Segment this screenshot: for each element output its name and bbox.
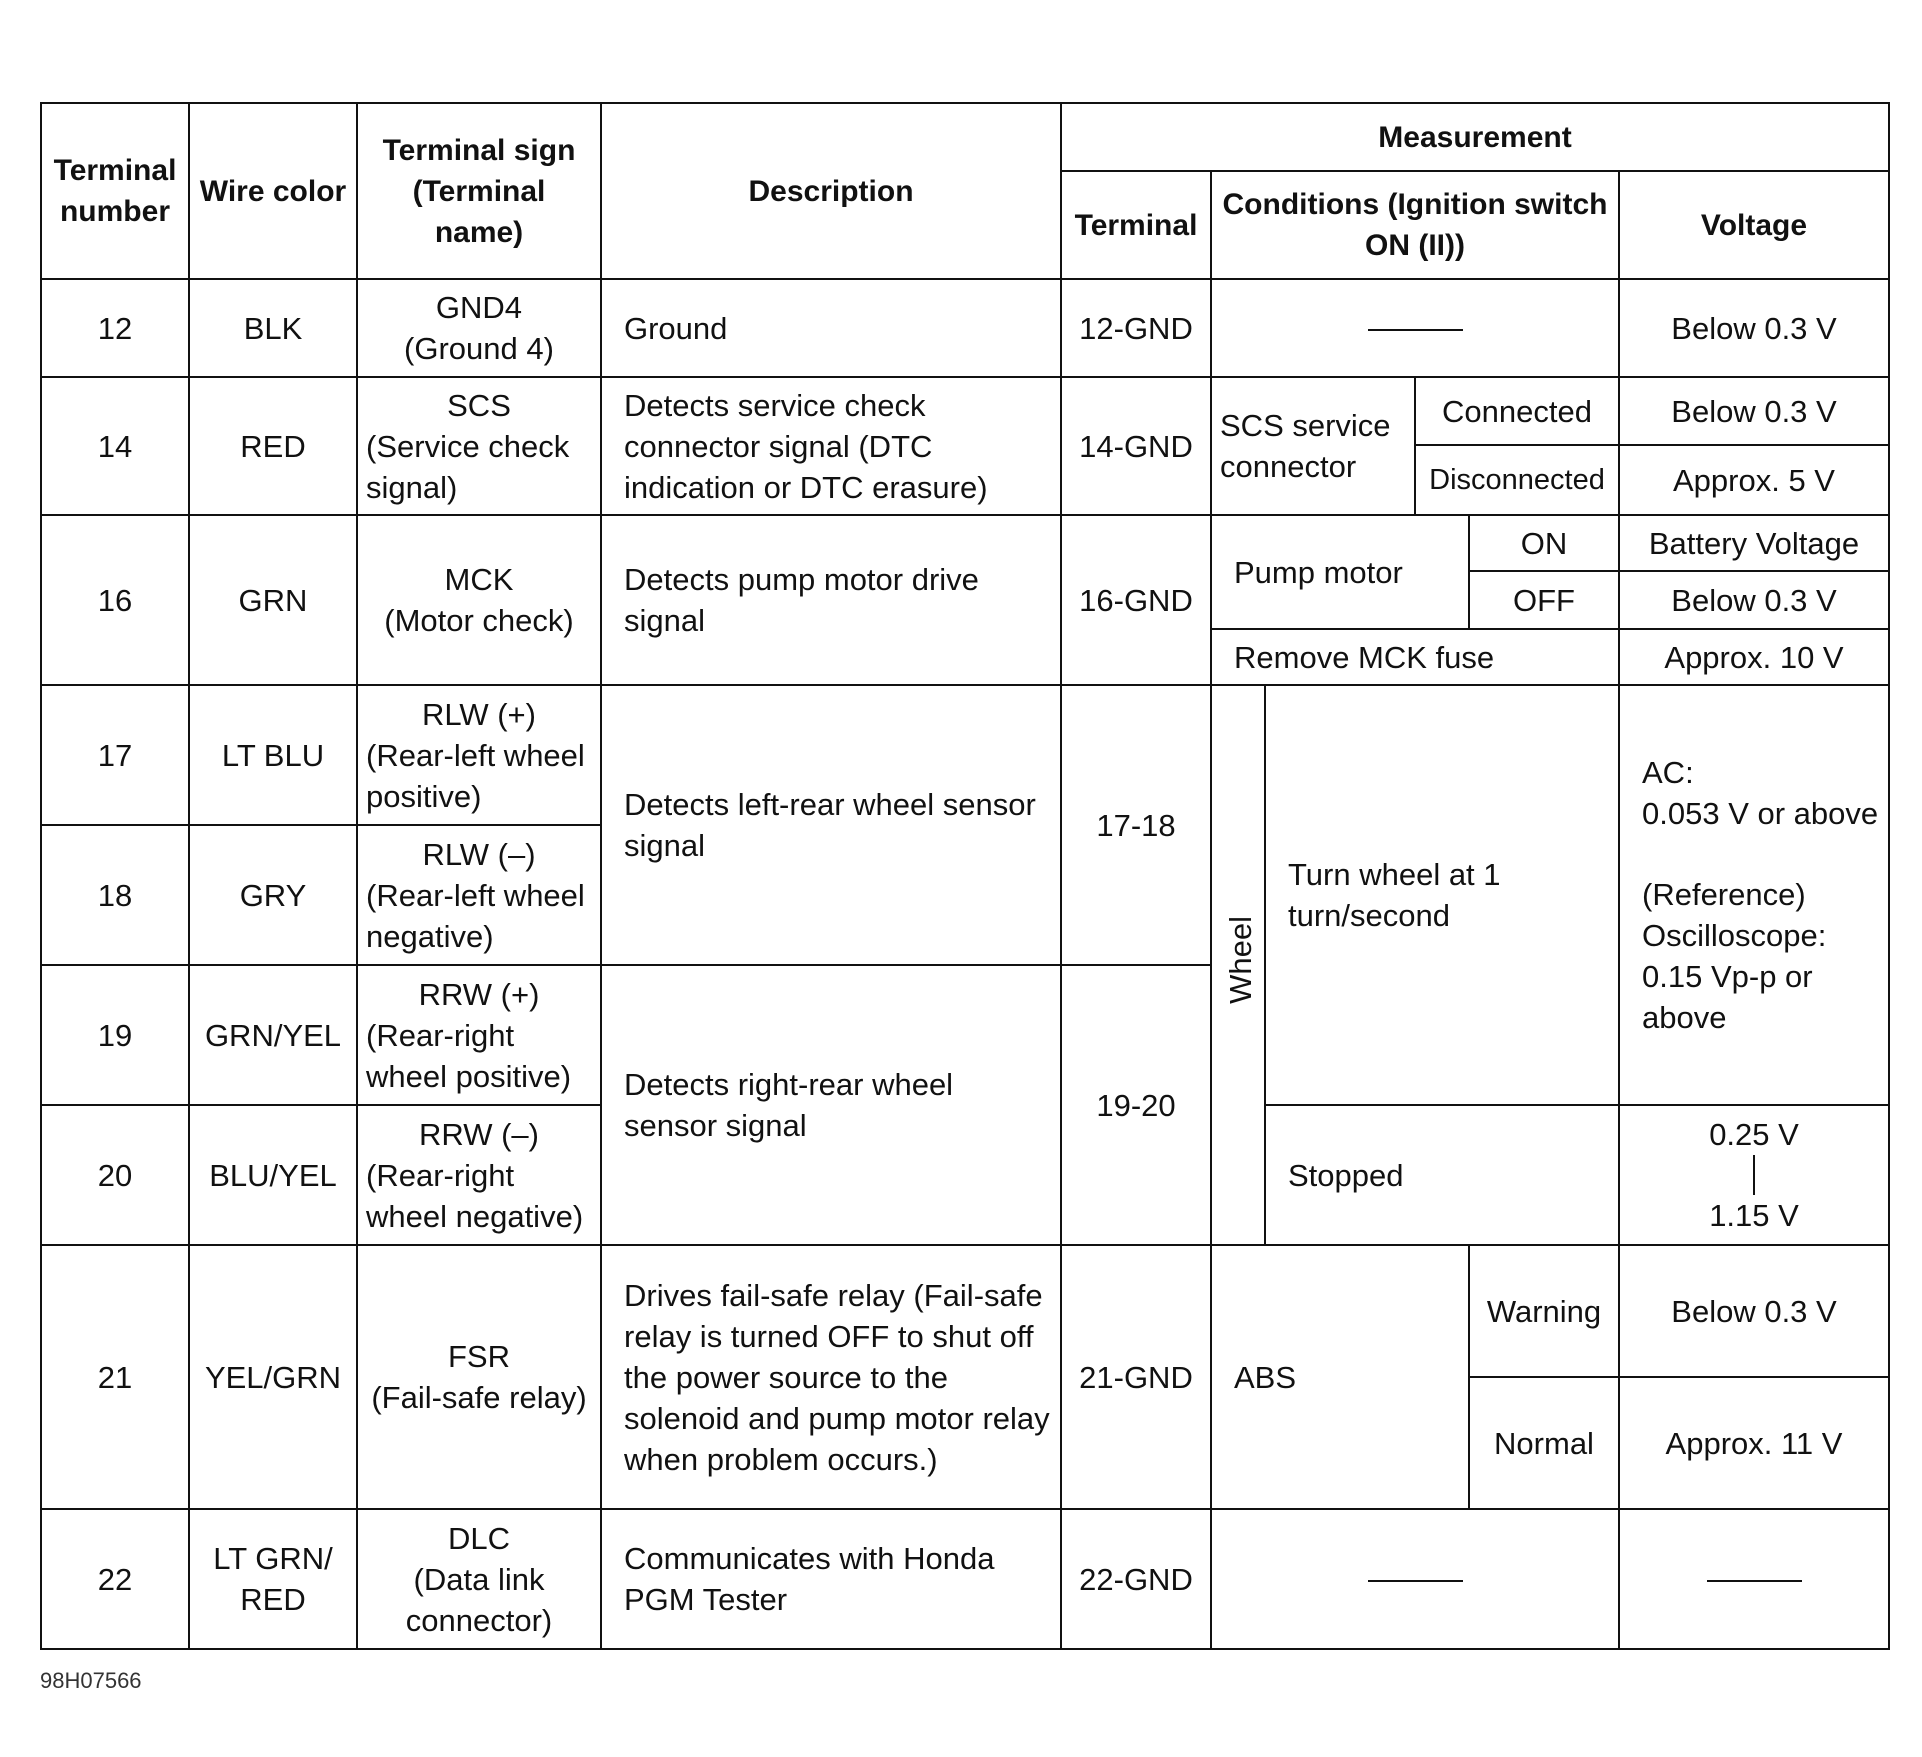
cell-terminal-sign (357, 515, 601, 685)
ref-label: (Reference) (1642, 877, 1806, 912)
figure-code: 98H07566 (40, 1668, 142, 1693)
cell-m-terminal: 17-18 (1061, 685, 1211, 965)
cell-m-terminal: 22-GND (1061, 1509, 1211, 1649)
cell-voltage: Approx. 5 V (1619, 445, 1889, 515)
header-voltage: Voltage (1619, 171, 1889, 279)
dash-mark (1368, 329, 1463, 331)
osc-label: Oscilloscope: (1642, 918, 1827, 953)
cell-number: 21 (41, 1245, 189, 1509)
wheel-label: Wheel (1223, 916, 1258, 1004)
cell-conditions-empty (1211, 1509, 1619, 1649)
stop-value-min: 0.25 V (1709, 1117, 1799, 1152)
cell-voltage: Below 0.3 V (1619, 377, 1889, 445)
ac-label: AC: (1642, 755, 1694, 790)
cell-wire-color: LT BLU (189, 685, 357, 825)
cell-condition: Pump motor (1211, 515, 1469, 629)
cell-sub-condition: Warning (1469, 1245, 1619, 1377)
cell-voltage (1619, 1105, 1889, 1245)
dash-mark (1368, 1580, 1463, 1582)
sign: MCK (444, 562, 514, 597)
cell-wheel-label (1211, 685, 1265, 1245)
osc-value: 0.15 Vp-p or above (1642, 959, 1813, 1035)
sign-name: (Rear-left wheel positive) (366, 737, 585, 814)
cell-wire-color: LT GRN/ RED (189, 1509, 357, 1649)
sign-name: (Rear-left wheel negative) (366, 877, 585, 954)
header-terminal-sign: Terminal sign (Terminal name) (357, 103, 601, 279)
cell-voltage (1619, 685, 1889, 1105)
cell-voltage-empty (1619, 1509, 1889, 1649)
cell-terminal-sign (357, 825, 601, 965)
sign: RRW (–) (419, 1116, 539, 1152)
cell-description: Detects right-rear wheel sensor signal (601, 965, 1061, 1245)
cell-wire-color: RED (189, 377, 357, 515)
header-description: Description (601, 103, 1061, 279)
cell-number: 12 (41, 279, 189, 377)
cell-terminal-sign (357, 1509, 601, 1649)
cell-number: 17 (41, 685, 189, 825)
cell-condition: SCS service connector (1211, 377, 1415, 515)
cell-voltage: Battery Voltage (1619, 515, 1889, 571)
cell-condition: Stopped (1265, 1105, 1619, 1245)
cell-terminal-sign (357, 279, 601, 377)
header-conditions: Conditions (Ignition switch ON (II)) (1211, 171, 1619, 279)
sign: SCS (447, 387, 511, 423)
cell-description: Ground (601, 279, 1061, 377)
sign: FSR (448, 1339, 510, 1374)
header-wire-color: Wire color (189, 103, 357, 279)
cell-sub-condition: ON (1469, 515, 1619, 571)
cell-terminal-sign (357, 685, 601, 825)
cell-number: 14 (41, 377, 189, 515)
sign-name: (Motor check) (384, 603, 574, 638)
cell-description: Detects pump motor drive signal (601, 515, 1061, 685)
sign: GND4 (435, 290, 523, 325)
cell-voltage: Below 0.3 V (1619, 1245, 1889, 1377)
cell-sub-condition: Connected (1415, 377, 1619, 445)
sign-name: (Data link connector) (405, 1561, 553, 1638)
cell-voltage: Below 0.3 V (1619, 279, 1889, 377)
cell-conditions-empty (1211, 279, 1619, 377)
cell-description: Communicates with Honda PGM Tester (601, 1509, 1061, 1649)
cell-condition: ABS (1211, 1245, 1469, 1509)
cell-m-terminal: 14-GND (1061, 377, 1211, 515)
cell-voltage: Below 0.3 V (1619, 571, 1889, 629)
cell-terminal-sign (357, 1105, 601, 1245)
cell-m-terminal: 19-20 (1061, 965, 1211, 1245)
cell-description: Detects left-rear wheel sensor signal (601, 685, 1061, 965)
header-measurement: Measurement (1061, 103, 1889, 171)
cell-wire-color: GRN (189, 515, 357, 685)
cell-condition: Remove MCK fuse (1211, 629, 1619, 685)
cell-m-terminal: 21-GND (1061, 1245, 1211, 1509)
cell-wire-color: BLU/YEL (189, 1105, 357, 1245)
cell-terminal-sign (357, 377, 601, 515)
range-line (1753, 1155, 1755, 1195)
sign-name: (Rear-right wheel positive) (366, 1017, 572, 1094)
stop-value-max: 1.15 V (1709, 1198, 1799, 1233)
header-m-terminal: Terminal (1061, 171, 1211, 279)
sign-name: (Fail-safe relay) (371, 1380, 587, 1415)
cell-voltage: Approx. 11 V (1619, 1377, 1889, 1509)
dash-mark (1707, 1580, 1802, 1582)
sign-name: (Ground 4) (404, 331, 554, 366)
sign: DLC (447, 1520, 510, 1556)
cell-number: 16 (41, 515, 189, 685)
cell-number: 19 (41, 965, 189, 1105)
cell-m-terminal: 12-GND (1061, 279, 1211, 377)
cell-wire-color: BLK (189, 279, 357, 377)
cell-wire-color: YEL/GRN (189, 1245, 357, 1509)
cell-description: Detects service check connector signal (DTC indication or DTC erasure) (601, 377, 1061, 515)
sign-name: (Service check signal) (366, 428, 570, 505)
cell-number: 18 (41, 825, 189, 965)
sign-name: (Rear-right wheel negative) (366, 1157, 584, 1234)
cell-description: Drives fail-safe relay (Fail-safe relay is turned OFF to shut off the power source to the solenoid and pump motor relay when problem occurs.) (601, 1245, 1061, 1509)
cell-voltage: Approx. 10 V (1619, 629, 1889, 685)
terminal-spec-table (40, 102, 1890, 1650)
cell-wire-color: GRN/YEL (189, 965, 357, 1105)
cell-condition: Turn wheel at 1 turn/second (1265, 685, 1619, 1105)
cell-sub-condition: OFF (1469, 571, 1619, 629)
cell-terminal-sign (357, 1245, 601, 1509)
sign: RLW (+) (422, 696, 536, 732)
cell-number: 22 (41, 1509, 189, 1649)
cell-sub-condition: Disconnected (1415, 445, 1619, 515)
cell-terminal-sign (357, 965, 601, 1105)
header-terminal-number: Terminal number (41, 103, 189, 279)
cell-sub-condition: Normal (1469, 1377, 1619, 1509)
cell-m-terminal: 16-GND (1061, 515, 1211, 685)
ac-value: 0.053 V or above (1642, 796, 1879, 831)
sign: RRW (+) (418, 976, 540, 1012)
cell-wire-color: GRY (189, 825, 357, 965)
sign: RLW (–) (422, 836, 536, 872)
cell-number: 20 (41, 1105, 189, 1245)
